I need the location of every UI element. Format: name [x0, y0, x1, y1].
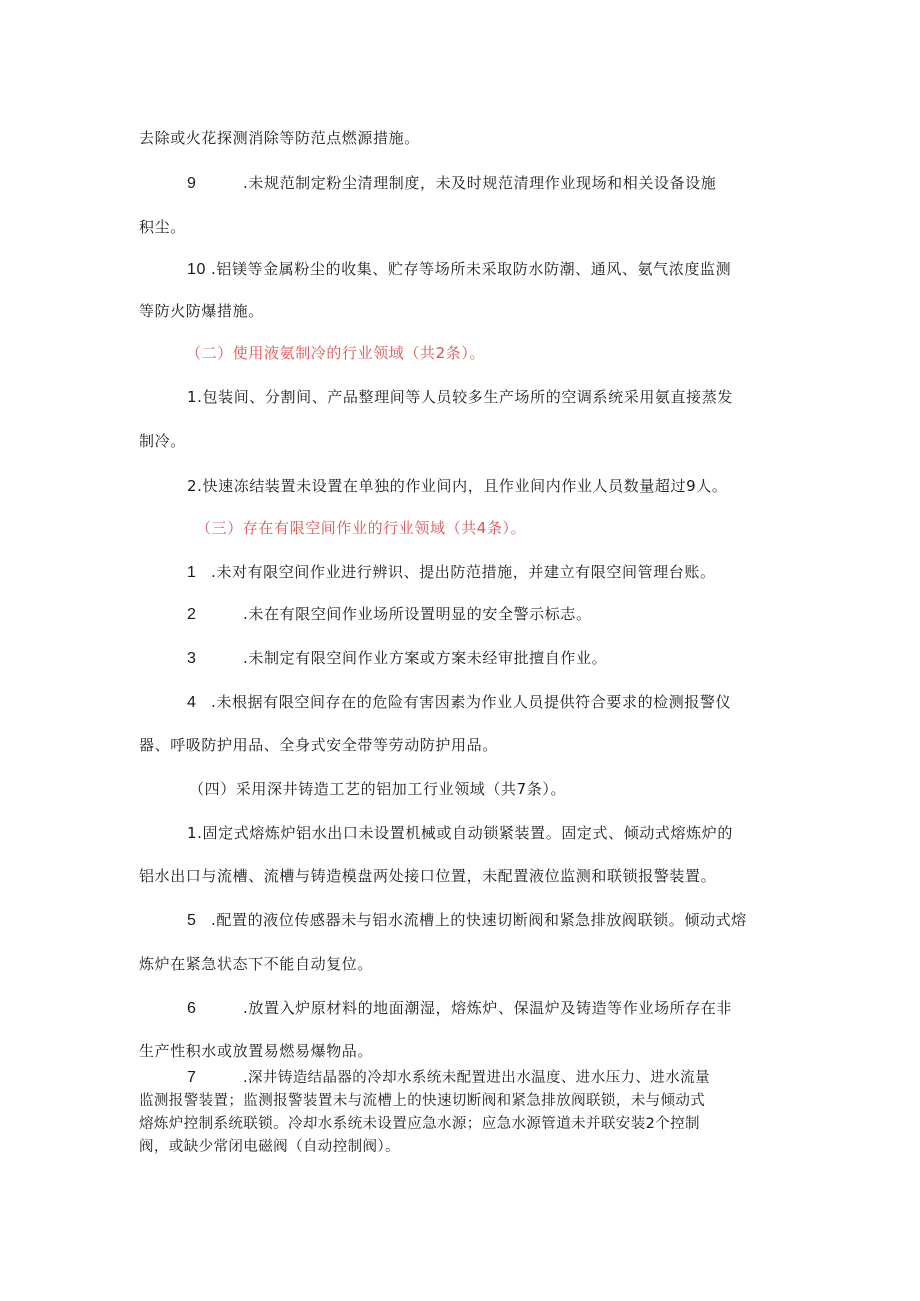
item-text: .未在有限空间作业场所设置明显的安全警示标志。 — [243, 605, 592, 623]
paragraph-line: 等防火防爆措施。 — [139, 302, 264, 320]
list-item-1: 1.包装间、分割间、产品整理间等人员较多生产场所的空调系统采用氨直接蒸发 — [187, 388, 733, 406]
paragraph-line: 监测报警装置；监测报警装置未与流槽上的快速切断阀和紧急排放阀联锁，未与倾动式 — [139, 1093, 706, 1109]
list-item-7 — [187, 1067, 837, 1089]
item-number: 9 — [187, 175, 197, 192]
paragraph-line: 铝水出口与流槽、流槽与铸造模盘两处接口位置，未配置液位监测和联锁报警装置。 — [139, 867, 717, 885]
paragraph-line: 积尘。 — [139, 218, 186, 236]
list-item-10 — [187, 259, 837, 280]
list-item-1 — [187, 562, 837, 583]
item-number: 2 — [187, 606, 197, 623]
list-item-1: 1.固定式熔炼炉铝水出口未设置机械或自动锁紧装置。固定式、倾动式熔炼炉的 — [187, 824, 733, 842]
paragraph-line: 炼炉在紧急状态下不能自动复位。 — [139, 955, 374, 973]
list-item-2: 2.快速冻结装置未设置在单独的作业间内，且作业间内作业人员数量超过9人。 — [187, 477, 728, 495]
paragraph-line: 去除或火花探测消除等防范点燃源措施。 — [139, 129, 420, 147]
item-text: .放置入炉原材料的地面潮湿，熔炼炉、保温炉及铸造等作业场所存在非 — [243, 999, 732, 1017]
paragraph-line: 熔炼炉控制系统联锁。冷却水系统未设置应急水源；应急水源管道未并联安装2个控制 — [139, 1116, 700, 1132]
list-item-4 — [187, 692, 837, 713]
item-number: 6 — [187, 1000, 197, 1017]
item-number: 4 — [187, 694, 197, 711]
item-text: .配置的液位传感器未与铝水流槽上的快速切断阀和紧急排放阀联锁。倾动式熔 — [211, 911, 747, 929]
paragraph-line: 生产性积水或放置易燃易爆物品。 — [139, 1042, 374, 1060]
list-item-2 — [187, 604, 837, 625]
item-text: .未对有限空间作业进行辨识、提出防范措施，并建立有限空间管理台账。 — [211, 563, 716, 581]
item-text: .铝镁等金属粉尘的收集、贮存等场所未采取防水防潮、通风、氨气浓度监测 — [211, 260, 732, 278]
item-number: 3 — [187, 650, 197, 667]
list-item-9 — [187, 173, 837, 194]
item-text: .未规范制定粉尘清理制度，未及时规范清理作业现场和相关设备设施 — [243, 174, 717, 192]
section-heading-3: （三）存在有限空间作业的行业领域（共4条）。 — [196, 519, 527, 537]
item-number: 1 — [187, 564, 197, 581]
item-text: .未制定有限空间作业方案或方案未经审批擅自作业。 — [243, 649, 608, 667]
item-number: 10 — [187, 261, 206, 278]
item-text: .未根据有限空间存在的危险有害因素为作业人员提供符合要求的检测报警仪 — [211, 693, 732, 711]
item-text: .深井铸造结晶器的冷却水系统未配置进出水温度、进水压力、进水流量 — [243, 1070, 710, 1086]
paragraph-line: 制冷。 — [139, 432, 186, 450]
section-heading-2: （二）使用液氨制冷的行业领域（共2条）。 — [186, 344, 486, 362]
paragraph-line: 器、呼吸防护用品、全身式安全带等劳动防护用品。 — [139, 736, 498, 754]
paragraph-line: 阀，或缺少常闭电磁阀（自动控制阀）。 — [139, 1139, 400, 1155]
list-item-5 — [187, 910, 837, 931]
list-item-3 — [187, 648, 837, 669]
list-item-6 — [187, 998, 837, 1019]
section-heading-4: （四）采用深井铸造工艺的铝加工行业领域（共7条）。 — [189, 780, 567, 798]
item-number: 5 — [187, 912, 197, 929]
item-number: 7 — [187, 1069, 197, 1086]
